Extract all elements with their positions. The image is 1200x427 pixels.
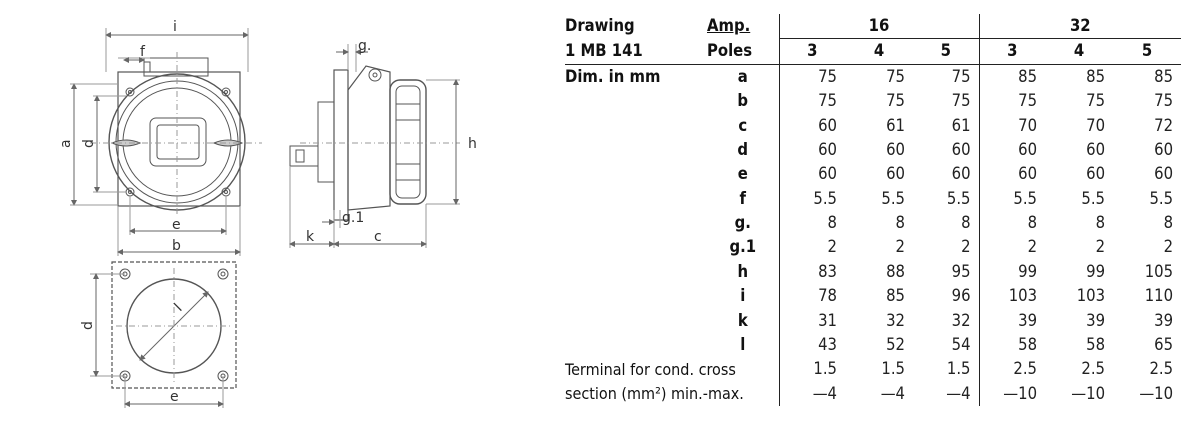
terminal-row-max bbox=[565, 382, 1181, 406]
dimension-value: 99 bbox=[1086, 261, 1106, 281]
dimension-table-container bbox=[565, 14, 1185, 406]
dimension-letter: i bbox=[740, 286, 746, 306]
dimension-value: 2 bbox=[1163, 237, 1174, 257]
dimension-value: 60 bbox=[979, 138, 1045, 162]
dim-label-d2: d bbox=[80, 321, 96, 330]
dimension-table bbox=[565, 14, 1181, 406]
dimension-value: 99 bbox=[979, 260, 1045, 284]
dimension-value: 85 bbox=[1086, 66, 1106, 86]
terminal-label-line1: Terminal for cond. cross bbox=[565, 359, 736, 379]
dimension-value: 52 bbox=[886, 335, 905, 355]
dim-label-e2: e bbox=[170, 389, 179, 405]
dimension-value: 60 bbox=[979, 162, 1045, 186]
dimension-value: 8 bbox=[895, 213, 905, 233]
dimension-value: 70 bbox=[979, 114, 1045, 138]
poles-32-5: 5 bbox=[1113, 39, 1181, 64]
dimension-value: 78 bbox=[779, 284, 845, 308]
technical-drawing bbox=[0, 0, 560, 427]
dimension-value: 60 bbox=[1154, 139, 1174, 159]
dim-in-mm-label bbox=[565, 162, 707, 186]
terminal-row-min bbox=[565, 357, 1181, 381]
dimension-value: 8 bbox=[961, 213, 971, 233]
dimension-letter: e bbox=[737, 164, 748, 184]
dimension-value: 75 bbox=[886, 66, 905, 86]
dimension-value: 5.5 bbox=[946, 188, 971, 208]
dimension-value: 5.5 bbox=[881, 188, 905, 208]
dimension-value: 8 bbox=[1095, 213, 1106, 233]
dimension-value: 60 bbox=[886, 164, 905, 184]
dimension-value: 58 bbox=[1086, 335, 1106, 355]
dimension-row bbox=[565, 187, 1181, 211]
dimension-value: 85 bbox=[1154, 66, 1174, 86]
dimension-value: 96 bbox=[951, 286, 971, 306]
dimension-row bbox=[565, 309, 1181, 333]
dimension-rows bbox=[565, 64, 1181, 357]
dimension-value: 8 bbox=[979, 211, 1045, 235]
dimension-value: 5.5 bbox=[1149, 188, 1174, 208]
terminal-label-line2: section (mm²) min.-max. bbox=[565, 384, 744, 404]
dimension-value: 60 bbox=[779, 138, 845, 162]
dimension-value: 60 bbox=[1086, 139, 1106, 159]
dimension-value: 75 bbox=[951, 66, 971, 86]
dim-in-mm-label bbox=[565, 309, 707, 333]
dimension-value: 32 bbox=[886, 310, 905, 330]
dimension-value: 65 bbox=[1154, 335, 1174, 355]
dimension-drawing-svg bbox=[0, 0, 560, 427]
dimension-value: 75 bbox=[979, 89, 1045, 113]
dimension-value: 60 bbox=[886, 139, 905, 159]
dimension-value: 75 bbox=[779, 89, 845, 113]
cutout-view bbox=[90, 262, 236, 408]
poles-16-3: 3 bbox=[779, 39, 845, 64]
dimension-value: 8 bbox=[779, 211, 845, 235]
dimension-value: 39 bbox=[1154, 310, 1174, 330]
terminal-max: —10 bbox=[1071, 383, 1106, 403]
dimension-value: 2 bbox=[1095, 237, 1106, 257]
poles-16-5: 5 bbox=[913, 39, 979, 64]
dim-label-a: a bbox=[58, 139, 74, 148]
dimension-value: 8 bbox=[1163, 213, 1174, 233]
dimension-value: 60 bbox=[1086, 164, 1106, 184]
dimension-letter: c bbox=[738, 115, 748, 135]
terminal-min: 1.5 bbox=[779, 357, 845, 381]
dim-in-mm-label bbox=[565, 187, 707, 211]
dimension-row bbox=[565, 333, 1181, 357]
amp-32-header: 32 bbox=[979, 14, 1181, 39]
terminal-max: —10 bbox=[1139, 383, 1174, 403]
dimension-value: 58 bbox=[979, 333, 1045, 357]
dimension-value: 2 bbox=[779, 236, 845, 260]
terminal-max: —4 bbox=[880, 383, 905, 403]
dimension-letter: h bbox=[737, 261, 749, 281]
dimension-value: 39 bbox=[1086, 310, 1106, 330]
terminal-min: 2.5 bbox=[979, 357, 1045, 381]
dimension-value: 110 bbox=[1144, 286, 1174, 306]
dimension-row bbox=[565, 138, 1181, 162]
terminal-max: —10 bbox=[979, 382, 1045, 406]
dim-in-mm-label bbox=[565, 114, 707, 138]
dimension-value: 75 bbox=[779, 64, 845, 89]
dimension-row bbox=[565, 284, 1181, 308]
dimension-value: 54 bbox=[951, 335, 971, 355]
amp-16-header: 16 bbox=[779, 14, 979, 39]
dimension-value: 5.5 bbox=[1081, 188, 1106, 208]
dimension-value: 75 bbox=[1086, 91, 1106, 111]
dimension-value: 70 bbox=[1086, 115, 1106, 135]
side-view bbox=[290, 44, 460, 248]
poles-32-4: 4 bbox=[1045, 39, 1113, 64]
terminal-max: —4 bbox=[779, 382, 845, 406]
dim-in-mm-label bbox=[565, 236, 707, 260]
poles-16-4: 4 bbox=[845, 39, 913, 64]
dim-in-mm-label bbox=[565, 89, 707, 113]
dim-label-e: e bbox=[172, 217, 181, 233]
terminal-min: 1.5 bbox=[881, 359, 905, 379]
dimension-value: 60 bbox=[1154, 164, 1174, 184]
terminal-min: 2.5 bbox=[1081, 359, 1106, 379]
dimension-value: 88 bbox=[886, 261, 905, 281]
terminal-max: —4 bbox=[946, 383, 971, 403]
dim-label-k: k bbox=[306, 229, 315, 245]
dimension-value: 72 bbox=[1154, 115, 1174, 135]
header-row-poles bbox=[565, 39, 1181, 64]
dimension-value: 5.5 bbox=[779, 187, 845, 211]
dim-in-mm-label bbox=[565, 138, 707, 162]
dimension-value: 103 bbox=[979, 284, 1045, 308]
dim-label-h: h bbox=[468, 136, 477, 152]
dimension-letter: k bbox=[737, 310, 748, 330]
dimension-letter: f bbox=[739, 188, 746, 208]
dimension-letter: a bbox=[737, 66, 748, 86]
dimension-row bbox=[565, 64, 1181, 89]
drawing-label: Drawing bbox=[565, 16, 635, 36]
dimension-letter: g. bbox=[734, 213, 751, 233]
dim-label-g: g. bbox=[358, 38, 372, 54]
dimension-row bbox=[565, 89, 1181, 113]
dim-in-mm-label: Dim. in mm bbox=[565, 66, 661, 86]
dimension-row bbox=[565, 211, 1181, 235]
dimension-row bbox=[565, 162, 1181, 186]
dimension-value: 83 bbox=[779, 260, 845, 284]
dimension-value: 61 bbox=[886, 115, 905, 135]
dimension-row bbox=[565, 260, 1181, 284]
front-view bbox=[70, 28, 262, 256]
dimension-value: 85 bbox=[979, 64, 1045, 89]
dimension-value: 75 bbox=[886, 91, 905, 111]
dimension-letter: d bbox=[737, 139, 749, 159]
dimension-value: 60 bbox=[779, 162, 845, 186]
dim-label-b: b bbox=[172, 238, 181, 254]
dim-in-mm-label bbox=[565, 260, 707, 284]
dim-label-f: f bbox=[140, 44, 145, 60]
dimension-value: 75 bbox=[1154, 91, 1174, 111]
dimension-value: 2 bbox=[895, 237, 905, 257]
dim-in-mm-label bbox=[565, 333, 707, 357]
dimension-value: 60 bbox=[951, 139, 971, 159]
header-row-amp bbox=[565, 14, 1181, 39]
poles-label: Poles bbox=[707, 39, 779, 64]
dim-label-d: d bbox=[81, 139, 97, 148]
dimension-row bbox=[565, 236, 1181, 260]
terminal-min: 2.5 bbox=[1149, 359, 1174, 379]
dimension-letter: l bbox=[740, 335, 746, 355]
dimension-value: 32 bbox=[951, 310, 971, 330]
dimension-row bbox=[565, 114, 1181, 138]
dim-label-l: l bbox=[171, 300, 186, 315]
dimension-value: 2 bbox=[961, 237, 971, 257]
amp-label: Amp. bbox=[707, 16, 751, 36]
dimension-letter: b bbox=[737, 91, 749, 111]
dimension-value: 95 bbox=[951, 261, 971, 281]
dim-in-mm-label bbox=[565, 284, 707, 308]
dimension-value: 39 bbox=[979, 309, 1045, 333]
dim-label-i: i bbox=[173, 19, 177, 35]
dimension-value: 2 bbox=[979, 236, 1045, 260]
dimension-value: 31 bbox=[779, 309, 845, 333]
dimension-value: 105 bbox=[1144, 261, 1174, 281]
dim-in-mm-label bbox=[565, 211, 707, 235]
dimension-letter: g.1 bbox=[729, 237, 757, 257]
dimension-value: 61 bbox=[951, 115, 971, 135]
dimension-value: 5.5 bbox=[979, 187, 1045, 211]
dimension-value: 60 bbox=[779, 114, 845, 138]
dimension-value: 103 bbox=[1076, 286, 1106, 306]
dim-label-c: c bbox=[374, 229, 382, 245]
dimension-value: 75 bbox=[951, 91, 971, 111]
dimension-value: 85 bbox=[886, 286, 905, 306]
dimension-value: 60 bbox=[951, 164, 971, 184]
model-label: 1 MB 141 bbox=[565, 39, 707, 64]
dim-label-g1: g.1 bbox=[342, 210, 365, 226]
terminal-min: 1.5 bbox=[946, 359, 971, 379]
dimension-value: 43 bbox=[779, 333, 845, 357]
poles-32-3: 3 bbox=[979, 39, 1045, 64]
